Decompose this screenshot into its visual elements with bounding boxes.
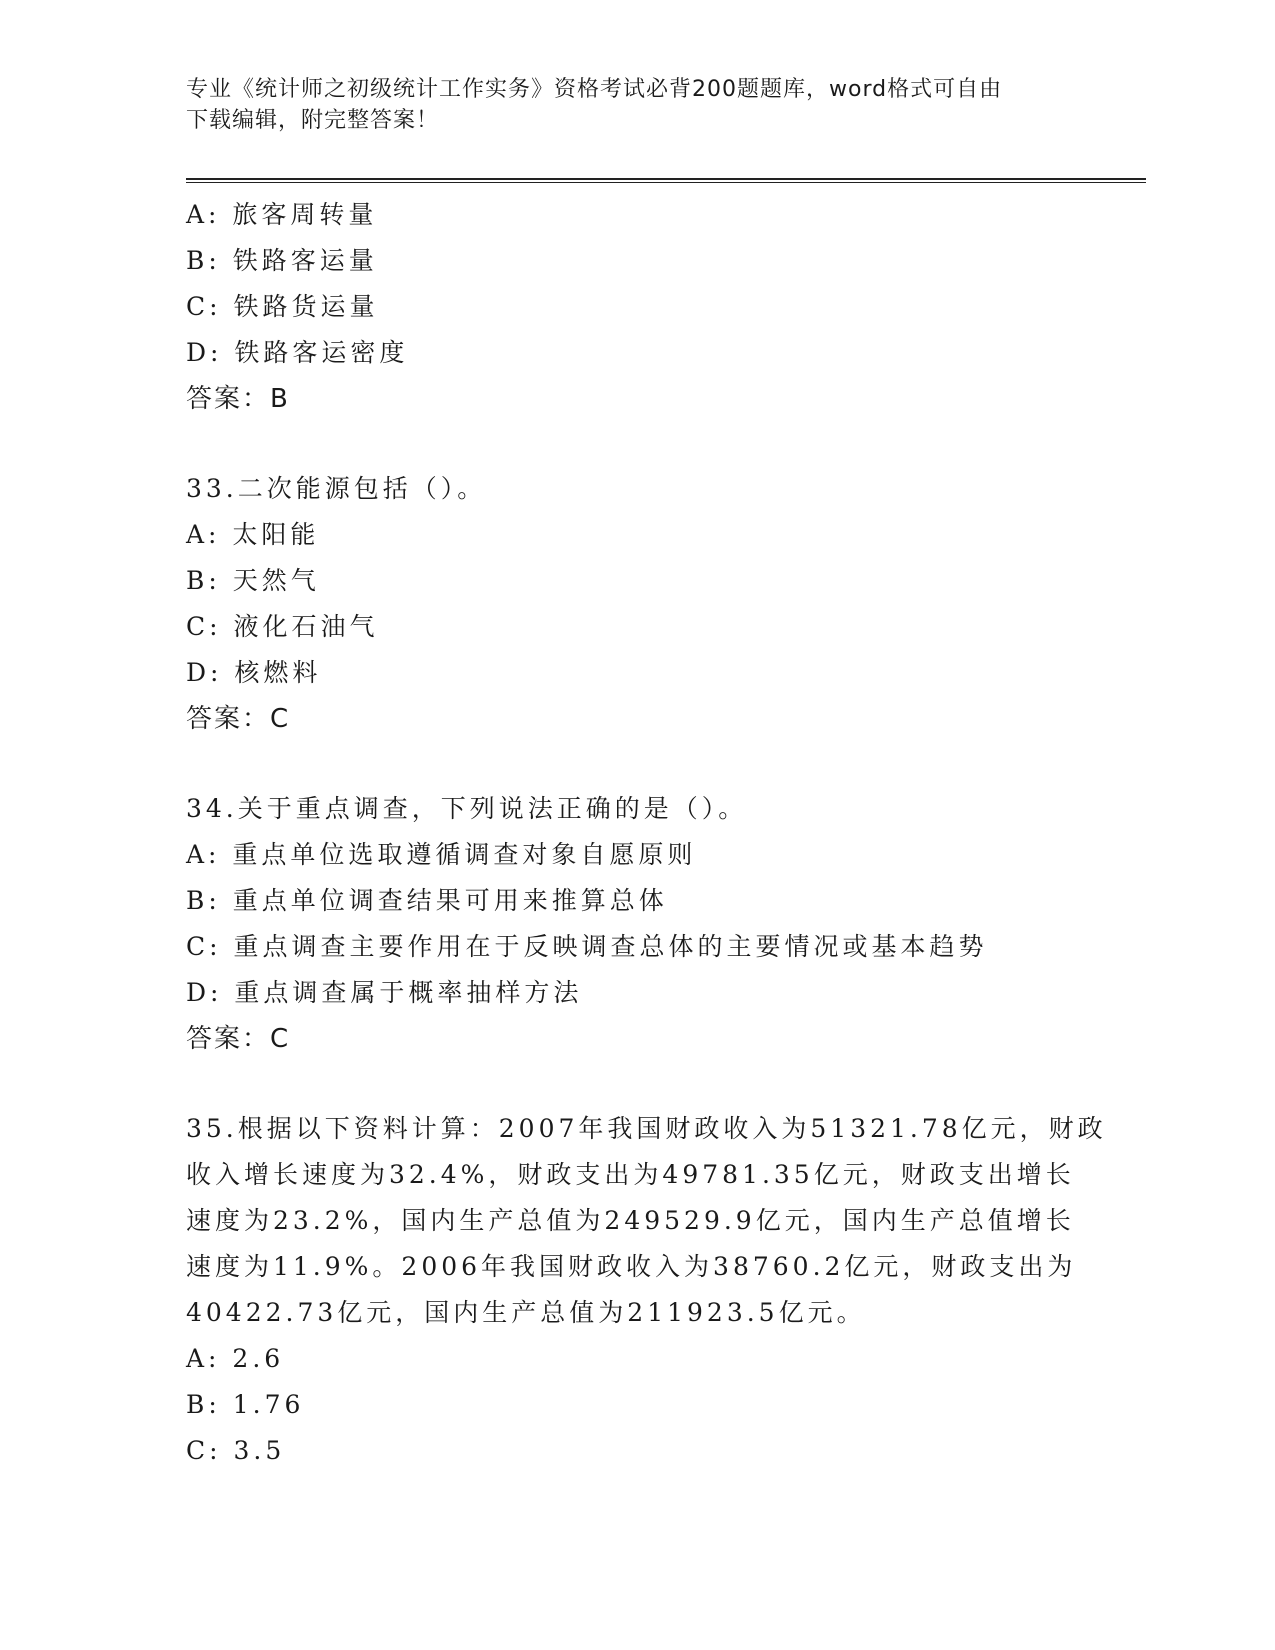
- option-c: C: 铁路货运量: [186, 292, 379, 321]
- option-b: B: 铁路客运量: [186, 246, 378, 275]
- question-text: 33.二次能源包括（）。: [186, 474, 487, 503]
- question-line-5: 40422.73亿元，国内生产总值为211923.5亿元。: [186, 1298, 866, 1327]
- header-title-line-1: 专业《统计师之初级统计工作实务》资格考试必背200题题库，word格式可自由: [186, 77, 1003, 102]
- option-b: B: 1.76: [186, 1390, 305, 1419]
- question-33: [186, 466, 1066, 742]
- option-d: D: 核燃料: [186, 658, 322, 687]
- option-a: A: 2.6: [186, 1344, 285, 1373]
- answer-text: 答案：B: [186, 384, 290, 414]
- spacer: [186, 422, 1066, 466]
- option-b: B: 天然气: [186, 566, 320, 595]
- answer-text: 答案：C: [186, 1024, 291, 1054]
- header-divider: [186, 178, 1146, 183]
- question-line-3: 速度为23.2%，国内生产总值为249529.9亿元，国内生产总值增长: [186, 1206, 1075, 1235]
- header-title-line-2: 下载编辑，附完整答案！: [186, 108, 440, 133]
- answer-text: 答案：C: [186, 704, 291, 734]
- spacer: [186, 1062, 1066, 1106]
- option-a: A: 重点单位选取遵循调查对象自愿原则: [186, 840, 697, 869]
- option-d: D: 重点调查属于概率抽样方法: [186, 978, 583, 1007]
- option-b: B: 重点单位调查结果可用来推算总体: [186, 886, 668, 915]
- document-header: [186, 74, 1066, 136]
- question-line-4: 速度为11.9%。2006年我国财政收入为38760.2亿元，财政支出为: [186, 1252, 1077, 1281]
- option-a: A: 太阳能: [186, 520, 320, 549]
- question-text: [186, 1106, 1107, 1336]
- option-c: C: 液化石油气: [186, 612, 379, 641]
- option-c: C: 3.5: [186, 1436, 286, 1465]
- question-32: [186, 192, 1066, 422]
- spacer: [186, 742, 1066, 786]
- question-line-2: 收入增长速度为32.4%，财政支出为49781.35亿元，财政支出增长: [186, 1160, 1075, 1189]
- question-list: [186, 192, 1107, 1474]
- question-line-1: 35.根据以下资料计算：2007年我国财政收入为51321.78亿元，财政: [186, 1114, 1107, 1143]
- question-text: 34.关于重点调查，下列说法正确的是（）。: [186, 794, 748, 823]
- question-35: [186, 1106, 1107, 1474]
- option-d: D: 铁路客运密度: [186, 338, 409, 367]
- question-34: [186, 786, 1066, 1062]
- option-a: A: 旅客周转量: [186, 200, 378, 229]
- option-c: C: 重点调查主要作用在于反映调查总体的主要情况或基本趋势: [186, 932, 988, 961]
